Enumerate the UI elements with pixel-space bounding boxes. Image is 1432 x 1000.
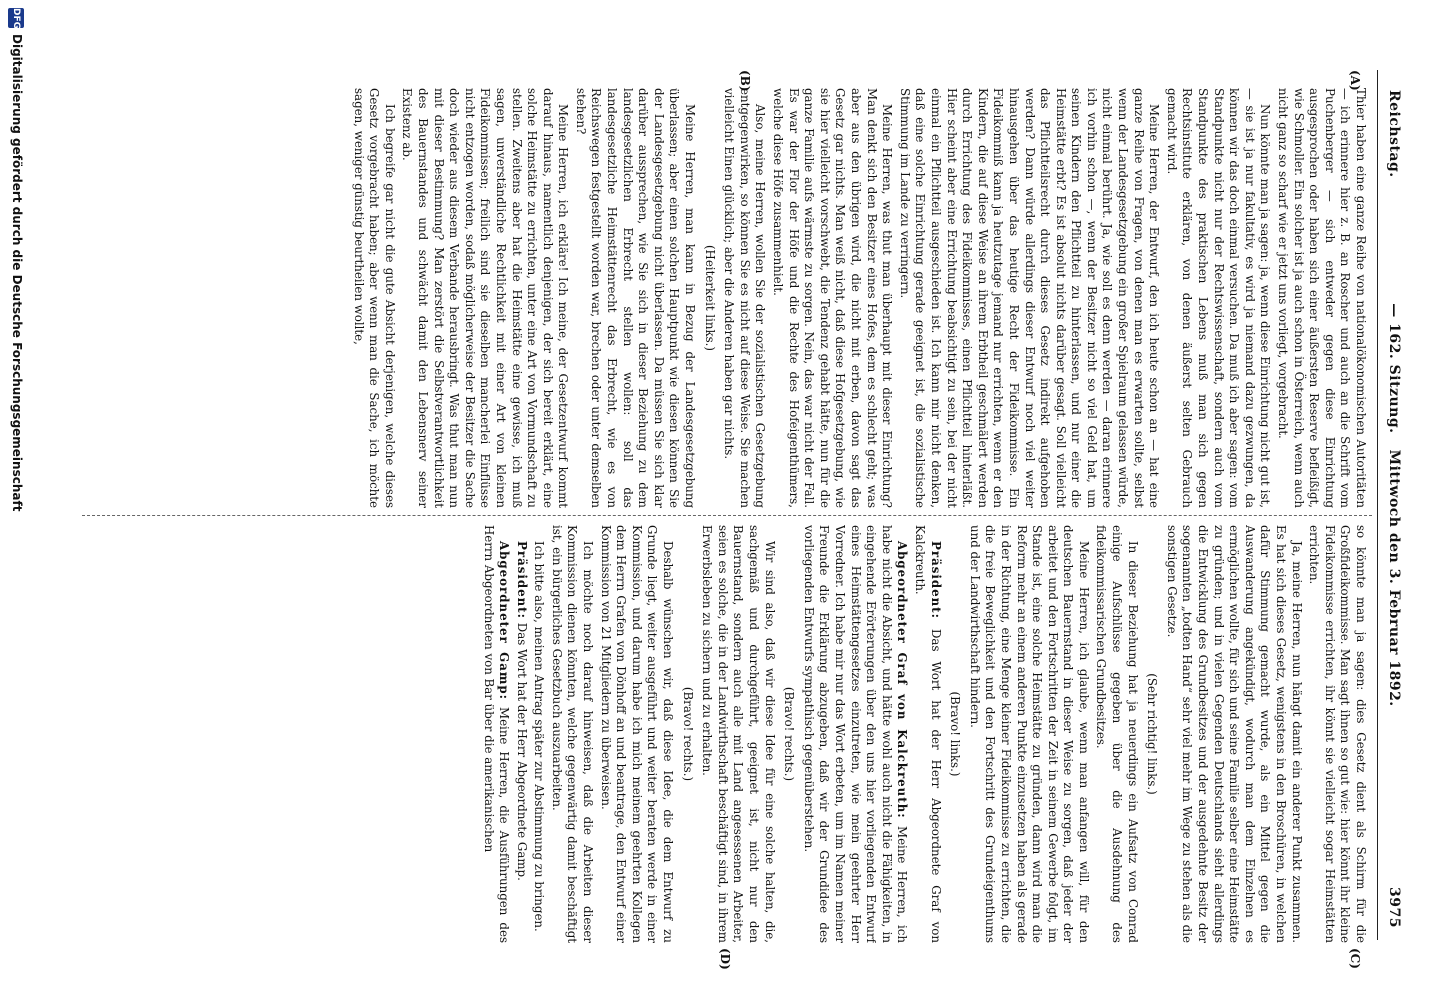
page-header [1377, 70, 1404, 940]
speech-paragraph [800, 525, 909, 943]
column-divider [82, 515, 1372, 516]
header-date: Mittwoch den 3. Februar 1892. [1386, 449, 1402, 707]
speech-paragraph [911, 525, 942, 943]
paragraph: In dieser Beziehung hat ja neuerdings ein Aufsatz von Conrad einige Aufschlüsse gegeben über die Ausdehnung des fideikommissarischen Grundbesitzes. [1094, 525, 1140, 943]
paragraph: Meine Herren, man kann in Bezug der Landesgesetzgebung überlassen; aber einen solchen Hauptpunkt wie diesen können Sie der Landesgesetzgebung nicht überlassen. Da müssen Sie sich klar darüber aussprechen, wie Sie sich in dieser Beziehung zu dem landesgesetzlichen Erbrecht stellen wollen: soll das landesgesetzliche Heimstättenrecht das Erbrecht, wie es von Reichswegen festgestellt worden war, brechen oder unter demselben stehen? [573, 88, 698, 508]
speech-text: Das Wort hat der Herr Abgeordnete Gamp. [514, 622, 529, 881]
paragraph: Meine Herren, der Entwurf, den ich heute schon an — hat eine ganze Reihe von Fragen, von denen man es erwarten sollte, selbst wenn der Landesgesetzgebung ein großer Spielraum gelassen würde, nicht einmal berührt. Ja, wie soll es denn werden — daran erinnere ich vorhin schon —, wenn der Besitzer nicht so viel Geld hat, um seinen Kindern den Pflichtteil zu hinterlassen, und nur einer die Heimstätte erbt? Es ist absolut nichts darüber gesagt. Soll vielleicht das Pflichtteilsrecht durch dieses Gesetz indirekt aufgehoben werden? Dann würde allerdings dieser Entwurf noch viel weiter hinausgehen über das heutige Recht der Fideikommisse. Ein Fideikommiß kann ja heutzutage jemand nur errichten, wenn er den Kindern, die auf diese Weise an ihrem Erbtheil geschmälert werden durch Errichtung des Fideikommisses, einen Pflichtteil hinterläßt. Hier scheint aber eine Errichtung beabsichtigt zu sein, bei der nicht einmal ein Pflichtteil ausgeschieden ist. Ich kann mir nicht denken, daß eine solche Einrichtung gerade geeignet ist, die sozialistische Stimmung im Lande zu verringern. [897, 88, 1162, 508]
paragraph: Deshalb wünschen wir, daß diese Idee, die dem Entwurf zu Grunde liegt, weiter ausgeführt und weiter beraten werde in einer Kommission, und darum habe ich mich meinem geehrten Kollegen dem Herrn Grafen von Dönhoff an und beantrage, den Entwurf einer Kommission von 21 Mitgliedern zu überweisen. [598, 525, 676, 943]
paragraph: Also, meine Herren, wollen Sie der sozialistischen Gesetzgebung entgegenwirken, so können Sie es nicht auf diese Weise. Sie machen vielleicht Einen glücklich; aber die Anderen haben gar nichts. [722, 88, 768, 508]
header-session: — 162. Sitzung. [1386, 303, 1402, 434]
margin-marker-a: (A) [1348, 70, 1362, 91]
dfg-logo: DFG [8, 8, 24, 28]
speech-paragraph [513, 525, 529, 943]
paragraph: Wir sind also, daß wir diese Idee für eine solche halten, die, sachgemäß und durchgeführt, geeignet ist, nicht nur den Bauernstand, sondern auch alle mit Land angesessenen Arbeiter, seien es solche, die in der Landwirthschaft beschäftigt sind, in ihrem Erwerbsleben zu sichern und zu erhalten. [700, 525, 777, 943]
header-page-number: 3975 [1386, 887, 1402, 928]
paragraph: Ich begreife gar nicht die gute Absicht derjenigen, welche dieses Gesetz vorgebracht haben; aber wenn man die Sache, ich möchte sagen, weniger günstig beurtheilen wollte, [351, 88, 397, 508]
applause-note: (Bravo! rechts.) [680, 686, 695, 782]
page-footer [6, 0, 24, 1000]
paragraph: Ich möchte noch darauf hinweisen, daß die Arbeiten dieser Kommission dienen könnten, welche gegenwärtig damit beschäftigt ist, ein bürgerliches Gesetzbuch auszuarbeiten. [549, 525, 596, 943]
speech-paragraph [480, 525, 511, 943]
margin-marker-c: (C) [1348, 948, 1362, 969]
speech-text: Das Wort hat der Herr Abgeordnete Graf von Kalckreuth. [912, 525, 943, 943]
paragraph: so könnte man ja sagen: dies Gesetz dient als Schirm für die Großfideikommisse. Man sagt ihnen so gut wie: hier könnt ihr kleine Fideikommisse errichten, ihr könnt sie vielleicht sogar Heimstätten errichten. [1307, 525, 1368, 943]
header-session-date [1386, 270, 1402, 740]
paragraph: Thier haben eine ganze Reihe von nationalökonomischen Autoritäten — ich erinnere hier z. B. an Roscher und auch an die Schrift vom Puchenberger — sich entweder gegen diese Einrichtung ausgesprochen oder haben sich einer äußersten Reserve befleißigt, wie Schmoller. Ein solcher ist ja auch schon in Österreich, wenn auch nicht ganz so scharf wie er jetzt uns vorliegt, vorgebracht. [1276, 88, 1368, 508]
margin-marker-b: (B) [738, 70, 752, 92]
margin-marker-d: (D) [718, 948, 732, 970]
paragraph: Nun könnte man ja sagen: ja, wenn diese Einrichtung nicht gut ist, — sie ist ja nur fakultativ, es wird ja niemand dazu gezwungen, da können wir das doch einmal versuchen. Da muß ich aber sagen: vom Standpunkte nicht nur der Rechtswissenschaft, sondern auch vom Standpunkte des praktischen Lebens muß man sich gegen Rechtsinstitute erklären, von denen äußerst selten Gebrauch gemacht wird. [1164, 88, 1273, 508]
speaker-name: Präsident: [514, 541, 529, 619]
left-column [88, 88, 1368, 508]
applause-note: (Heiterkeit links.) [702, 244, 717, 352]
digitization-credit: Digitalisierung gefördert durch die Deutsche Forschungsgemeinschaft [10, 34, 24, 512]
applause-note: (Bravo! links.) [948, 691, 963, 777]
paragraph: Meine Herren, ich erkläre! Ich meine, der Gesetzentwurf kommt darauf hinaus, namentlich denjenigen, der sich bereit erklärt, eine solche Heimstätte zu errichten, unter eine Art von Vormundschaft zu stellen. Zweitens aber hat die Heimstätte eine gewisse, ich muß sagen, unverständliche Rechtlichkeit mit einer Art von kleinen Fideikommissen; freilich sind sie dieselben mancherlei Einflüsse nicht entzogen worden, sodaß möglicherweise der Besitzer die Sache doch wieder aus diesem Verbande herausbringt. Was thut man nun mit dieser Bestimmung? Man zerstört die Selbstverantwortlichkeit des Bauernstandes und schwächt damit den Lebensnerv seiner Existenz ab. [400, 88, 571, 508]
header-section: Reichstag. [1386, 90, 1402, 178]
right-column [88, 525, 1368, 943]
paragraph: Ja, meine Herren, nun hängt damit ein anderer Punkt zusammen. Es hat sich dieses Gesetz, wenigstens in den Broschüren, in welchen dafür Stimmung gemacht wurde, als ein Mittel gegen die Auswanderung angekündigt, wodurch man dem Einzelnen es ermöglichen wollte, für sich und seine Familie selber eine Heimstätte zu gründen; und in vielen Gegenden Deutschlands sieht allerdings die Entwicklung des Grundbesitzes und der ausgedehnte Besitz der sogenannten „todten Hand“ sehr viel mehr im Wege zu stehen als die sonstigen Gesetze. [1164, 525, 1304, 943]
paragraph: Ich bitte also, meinen Antrag später zur Abstimmung zu bringen. [532, 541, 547, 932]
speaker-name: Abgeordneter Gamp: [497, 541, 512, 700]
speech-text: Meine Herren, die Ausführungen des Herrn Abgeordneten von Bar über die amerikanischen [481, 525, 512, 943]
speaker-name: Präsident: [928, 541, 943, 619]
paragraph: Meine Herren, was thut man überhaupt mit dieser Einrichtung? Man denkt sich den Besitzer eines Hofes, dem es schlecht geht; was aber aus den übrigen wird, die nicht mit erben, davon sagt das Gesetz gar nichts. Man weiß nicht, daß diese Hofgesetzgebung, wie sie hier vielleicht vorschwebt, die Tendenz gehabt hätte, nun für die ganze Familie aufs wärmste zu sorgen. Nein, das war nicht der Fall. Es war der Flor der Höfe und die Rechte des Hofeigenthümers, welche diese Höfe zusammenhielt. [771, 88, 895, 508]
applause-note: (Sehr richtig! links.) [1145, 673, 1160, 795]
speech-text: Meine Herren, ich habe nicht die Absicht, und hätte wohl auch nicht die Fähigkeiten, in eingehende Erörterungen über den uns hier vorliegenden Entwurf eines Heimstättengesetzes einzutreten, wie mein geehrter Herr Vorredner. Ich habe mir nur das Wort erbeten, um im Namen meiner Freunde die Erklärung abzugeben, daß wir der Grundidee des vorliegenden Entwurfs sympathisch gegenüberstehen. [801, 525, 910, 943]
paragraph: Meine Herren, ich glaube, wenn man anfangen will, für den deutschen Bauernstand in dieser Weise zu sorgen, daß jeder der arbeitet und den Fortschritten der Zeit in seinem Gewerbe folgt, im Stande ist, eine solche Heimstätte zu gründen, dann wird man die Reform mehr an einem anderen Punkte einzusetzen haben als gerade in der Richtung, eine Menge kleiner Fideikommisse zu errichten, die die freie Beweglichkeit und den Fortschritt des Grundeigenthums und der Landwirthschaft hindern. [967, 525, 1091, 943]
speaker-name: Abgeordneter Graf von Kalckreuth: [895, 541, 910, 819]
applause-note: (Bravo! rechts.) [782, 686, 797, 782]
